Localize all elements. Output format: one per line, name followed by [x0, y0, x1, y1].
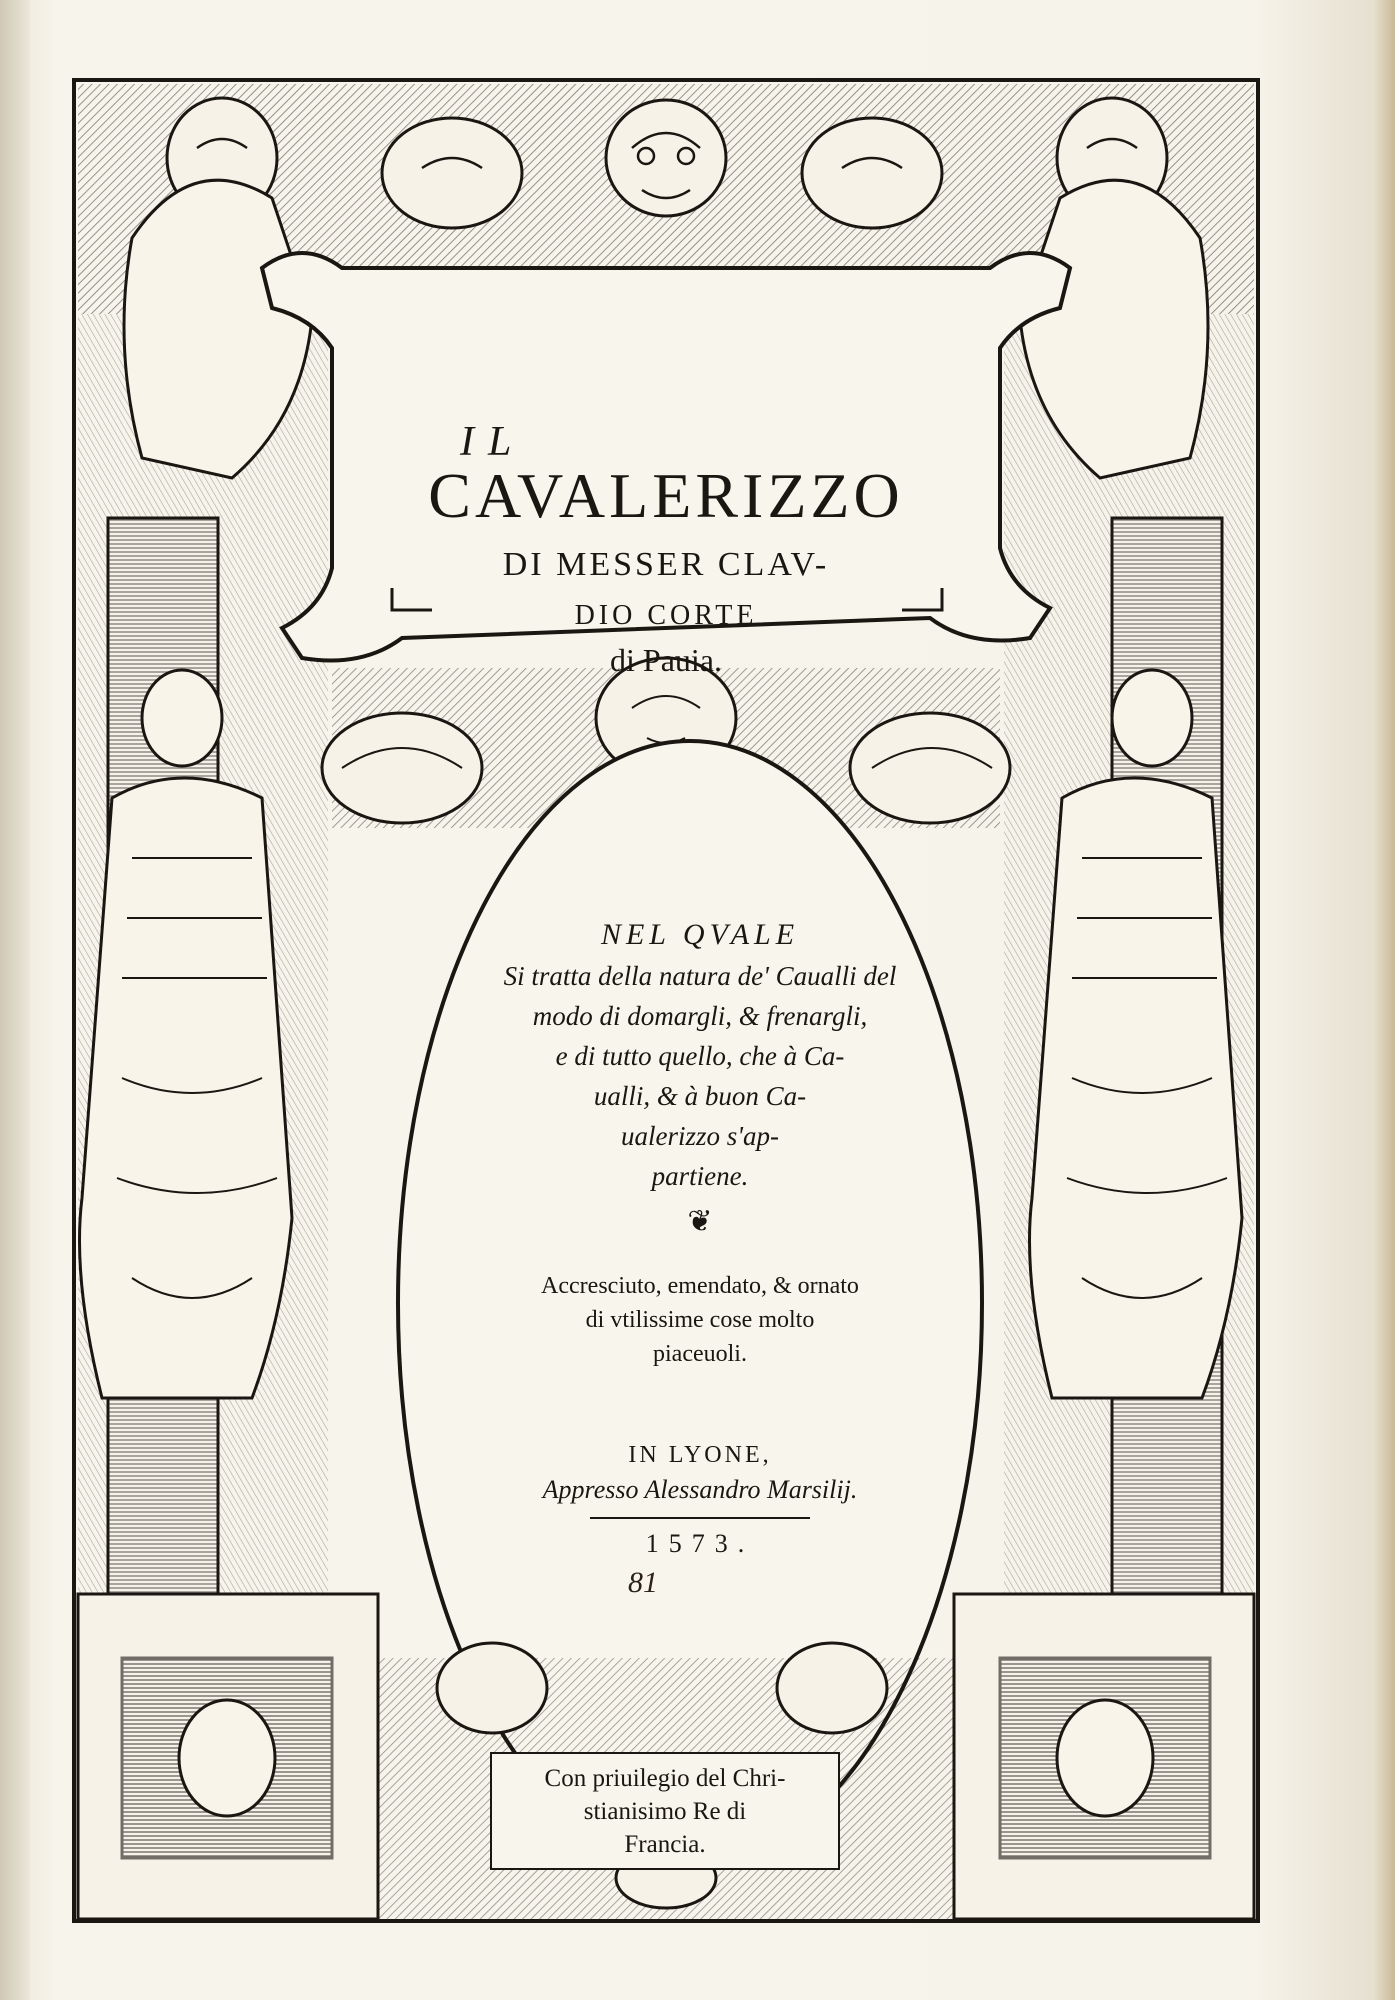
title-article: IL	[460, 419, 526, 465]
handwritten-number: 81	[628, 1566, 658, 1599]
description-line: partiene.	[651, 1161, 749, 1191]
description-line: ualli, & à buon Ca-	[593, 1081, 807, 1111]
privilege-line: Con priuilegio del Chri-	[544, 1765, 786, 1792]
additions-line: Accresciuto, emendato, & ornato	[541, 1273, 859, 1299]
binding-edge	[0, 0, 30, 2000]
description-block	[440, 918, 960, 1371]
imprint-year: 1573.	[645, 1529, 755, 1558]
imprint-block	[440, 1442, 960, 1559]
description-line: Si tratta della natura de' Caualli del	[503, 961, 897, 991]
fleuron-icon: ❦	[687, 1205, 713, 1238]
imprint-place: IN LYONE,	[628, 1442, 772, 1468]
description-line: ualerizzo s'ap-	[620, 1121, 780, 1151]
book-title: CAVALERIZZO	[428, 460, 904, 531]
description-line: modo di domargli, & frenargli,	[532, 1001, 868, 1031]
author-line-2: DIO CORTE	[574, 600, 758, 631]
imprint-printer: Appresso Alessandro Marsilij.	[542, 1475, 858, 1504]
privilege-box	[490, 1752, 840, 1870]
title-block	[390, 406, 942, 706]
additions-line: piaceuoli.	[653, 1341, 747, 1367]
description-heading: NEL QVALE	[600, 918, 800, 951]
page-edge	[1373, 0, 1395, 2000]
privilege-line: Francia.	[624, 1831, 706, 1858]
divider-rule	[590, 1517, 810, 1519]
description-line: e di tutto quello, che à Ca-	[555, 1041, 845, 1071]
author-line-3: di Pauia.	[610, 642, 722, 678]
additions-line: di vtilissime cose molto	[585, 1307, 815, 1333]
author-line-1: DI MESSER CLAV-	[502, 546, 830, 583]
privilege-line: stianisimo Re di	[583, 1798, 747, 1825]
